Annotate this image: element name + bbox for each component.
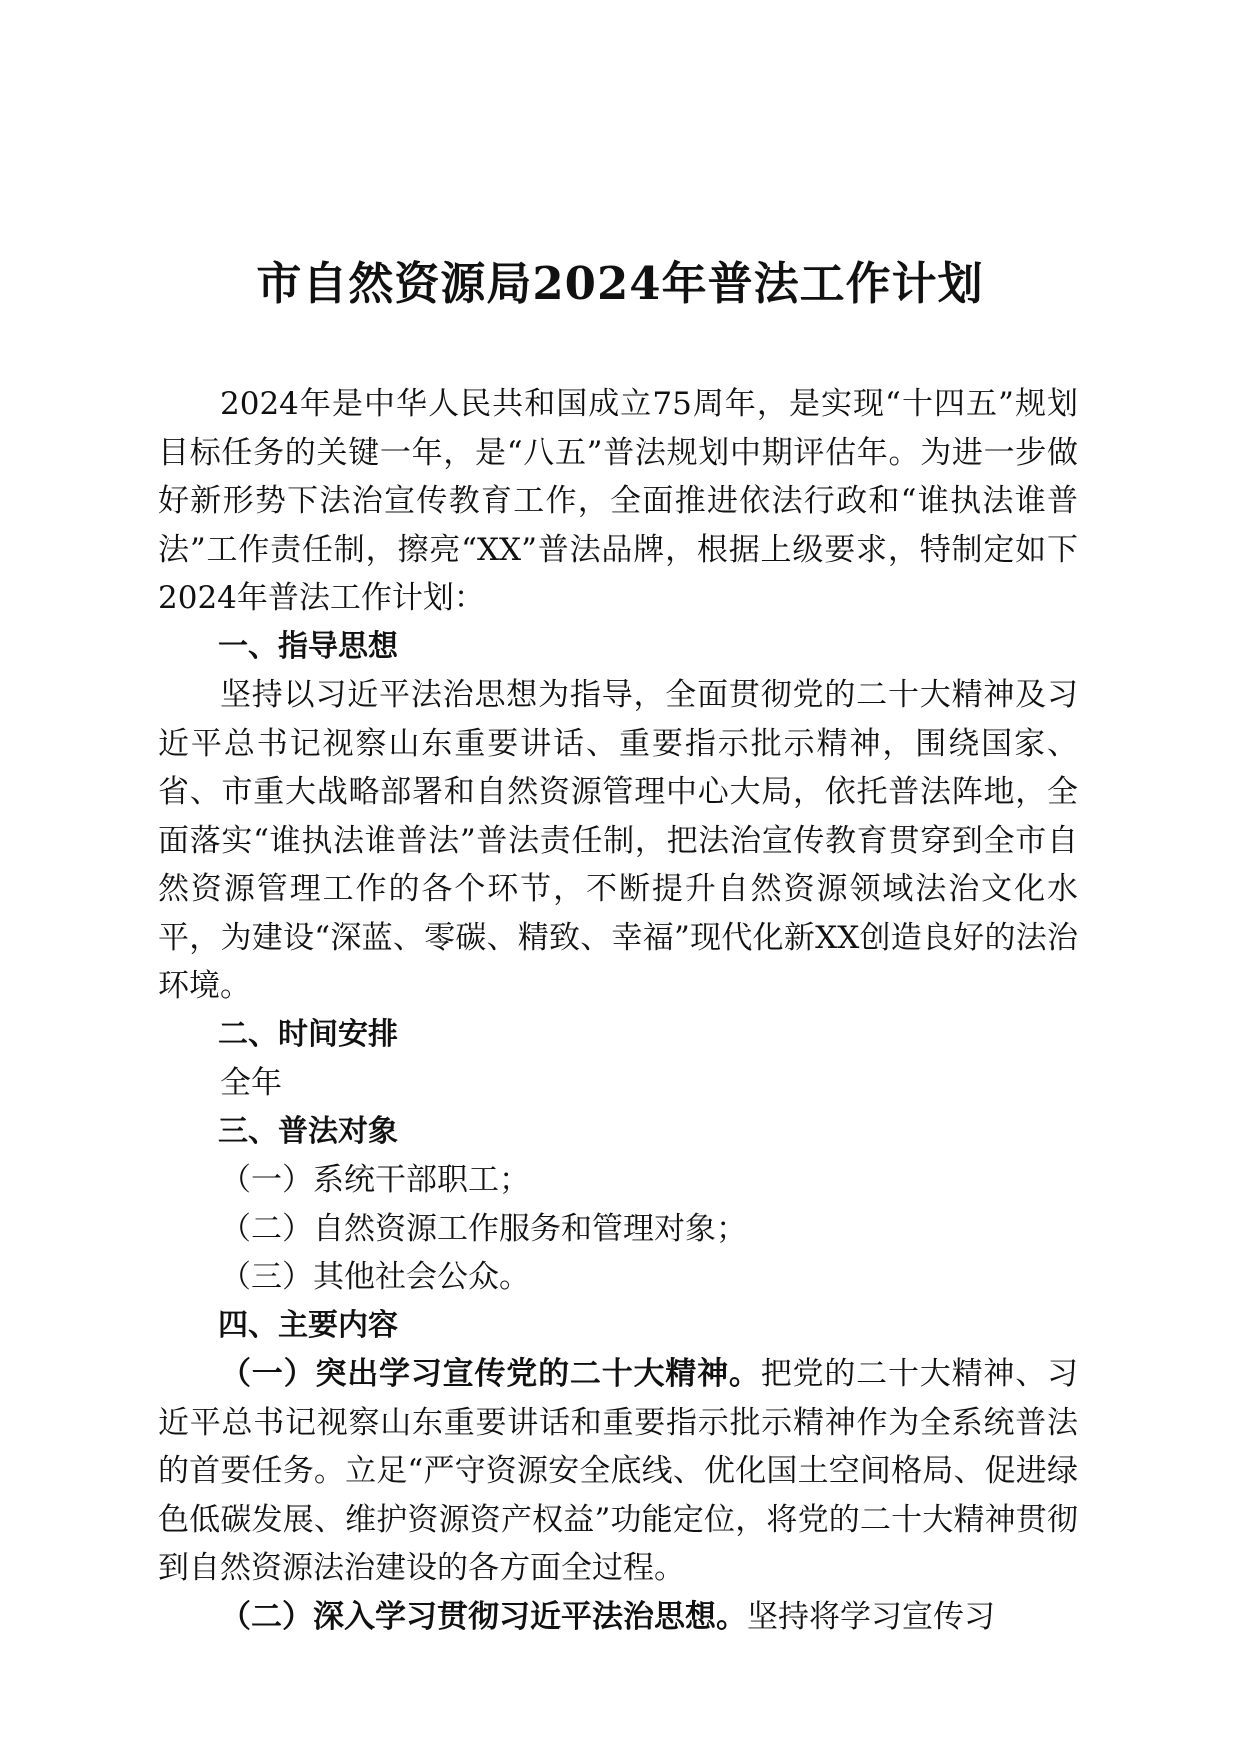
main-content-item-1-text: 把党的二十大精神、习近平总书记视察山东重要讲话和重要指示批示精神作为全系统普法的首要任务。立足“严守资源安全底线、优化国土空间格局、促进绿色低碳发展、维护资源资产权益”功能定位，将党的二十大精神贯彻到自然资源法治建设的各方面全过程。 bbox=[158, 1356, 1079, 1586]
main-content-item-2 bbox=[158, 1593, 1078, 1642]
section-heading-guiding-thought: 一、指导思想 bbox=[218, 628, 398, 664]
main-content-item-1 bbox=[158, 1350, 1078, 1593]
section-heading-main-content: 四、主要内容 bbox=[218, 1307, 398, 1343]
document-body bbox=[158, 380, 1078, 1641]
audience-item: （二）自然资源工作服务和管理对象； bbox=[220, 1210, 747, 1247]
main-content-item-1-title: （一）突出学习宣传党的二十大精神。 bbox=[220, 1356, 761, 1392]
section-heading-schedule: 二、时间安排 bbox=[218, 1016, 398, 1052]
section-heading-audience: 三、普法对象 bbox=[218, 1113, 398, 1149]
main-content-item-2-text: 坚持将学习宣传习 bbox=[747, 1598, 995, 1635]
audience-item: （三）其他社会公众。 bbox=[220, 1259, 530, 1295]
main-content-item-2-title: （二）深入学习贯彻习近平法治思想。 bbox=[220, 1598, 747, 1635]
schedule-paragraph: 全年 bbox=[220, 1065, 282, 1101]
intro-paragraph: 2024年是中华人民共和国成立75周年，是实现“十四五”规划目标任务的关键一年，是“八五”普法规划中期评估年。为进一步做好新形势下法治宣传教育工作，全面推进依法行政和“谁执法谁普法”工作责任制，擦亮“XX”普法品牌，根据上级要求，特制定如下2024年普法工作计划： bbox=[158, 386, 1078, 616]
document-title: 市自然资源局2024年普法工作计划 bbox=[256, 257, 984, 310]
guiding-thought-paragraph: 坚持以习近平法治思想为指导，全面贯彻党的二十大精神及习近平总书记视察山东重要讲话、重要指示批示精神，围绕国家、省、市重大战略部署和自然资源管理中心大局，依托普法阵地，全面落实“谁执法谁普法”普法责任制，把法治宣传教育贯穿到全市自然资源管理工作的各个环节，不断提升自然资源领域法治文化水平，为建设“深蓝、零碳、精致、幸福”现代化新XX创造良好的法治环境。 bbox=[158, 677, 1078, 1004]
audience-item: （一）系统干部职工； bbox=[220, 1162, 530, 1198]
